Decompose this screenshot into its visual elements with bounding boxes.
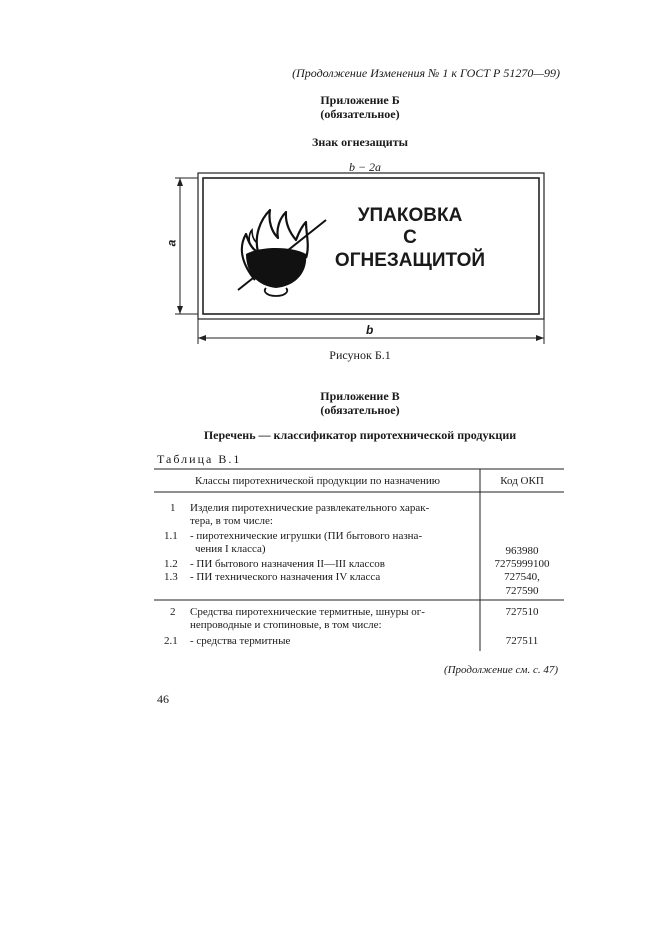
- dimension-a-label: a: [164, 239, 179, 247]
- sign-text-line-1: УПАКОВКА: [357, 205, 463, 226]
- item-1-3-number: 1.3: [164, 571, 178, 583]
- page-header-continuation: (Продолжение Изменения № 1 к ГОСТ Р 51270—99): [292, 66, 560, 80]
- item-1-2-text: - ПИ бытового назначения II—III классов: [190, 558, 385, 570]
- item-1-1-text-line-2: чения I класса): [195, 543, 266, 555]
- group-1-number: 1: [170, 502, 176, 514]
- table-label: Таблица В.1: [157, 452, 242, 466]
- footer-continuation: (Продолжение см. с. 47): [443, 664, 558, 676]
- item-1-1-text-line-1: - пиротехнические игрушки (ПИ бытового назна-: [190, 530, 423, 542]
- item-1-2-number: 1.2: [164, 558, 178, 570]
- appendix-c-status: (обязательное): [320, 403, 400, 417]
- item-1-3-code: 727540,: [504, 571, 540, 583]
- item-1-1-number: 1.1: [164, 530, 178, 542]
- page-number: 46: [157, 692, 169, 706]
- appendix-b-heading: Знак огнезащиты: [312, 135, 408, 149]
- item-2-1-text: - средства термитные: [190, 635, 291, 647]
- group-2-text-line-1: Средства пиротехнические термитные, шнуры ог-: [190, 606, 425, 618]
- appendix-c-heading: Перечень — классификатор пиротехнической продукции: [203, 428, 517, 442]
- item-1-1-code: 963980: [505, 545, 539, 557]
- appendix-b-title: Приложение Б: [320, 93, 400, 107]
- sign-text-line-3: ОГНЕЗАЩИТОЙ: [334, 250, 486, 271]
- item-1-3-text: - ПИ технического назначения IV класса: [190, 571, 381, 583]
- flame-over-bomb-icon: [238, 210, 326, 296]
- item-2-1-code: 727511: [505, 635, 539, 647]
- item-1-2-code: 7275999100: [494, 558, 550, 570]
- group-2-number: 2: [170, 606, 176, 618]
- table-col2-header: Код ОКП: [500, 475, 544, 487]
- table-col1-header: Классы пиротехнической продукции по назначению: [195, 475, 440, 487]
- group-2-text-line-2: непроводные и стопиновые, в том числе:: [190, 619, 382, 631]
- group-2-code: 727510: [505, 606, 539, 618]
- group-1-text-line-1: Изделия пиротехнические развлекательного харак-: [190, 502, 430, 514]
- item-2-1-number: 2.1: [164, 635, 178, 647]
- appendix-c-title: Приложение В: [320, 389, 400, 403]
- figure-caption: Рисунок Б.1: [329, 348, 391, 362]
- item-1-3-code-2: 727590: [505, 585, 539, 597]
- group-1-text-line-2: тера, в том числе:: [190, 515, 273, 527]
- sign-text-line-2: С: [403, 227, 417, 248]
- dimension-formula: b − 2a: [348, 160, 382, 174]
- appendix-b-status: (обязательное): [320, 107, 400, 121]
- dimension-b-label: b: [366, 323, 374, 337]
